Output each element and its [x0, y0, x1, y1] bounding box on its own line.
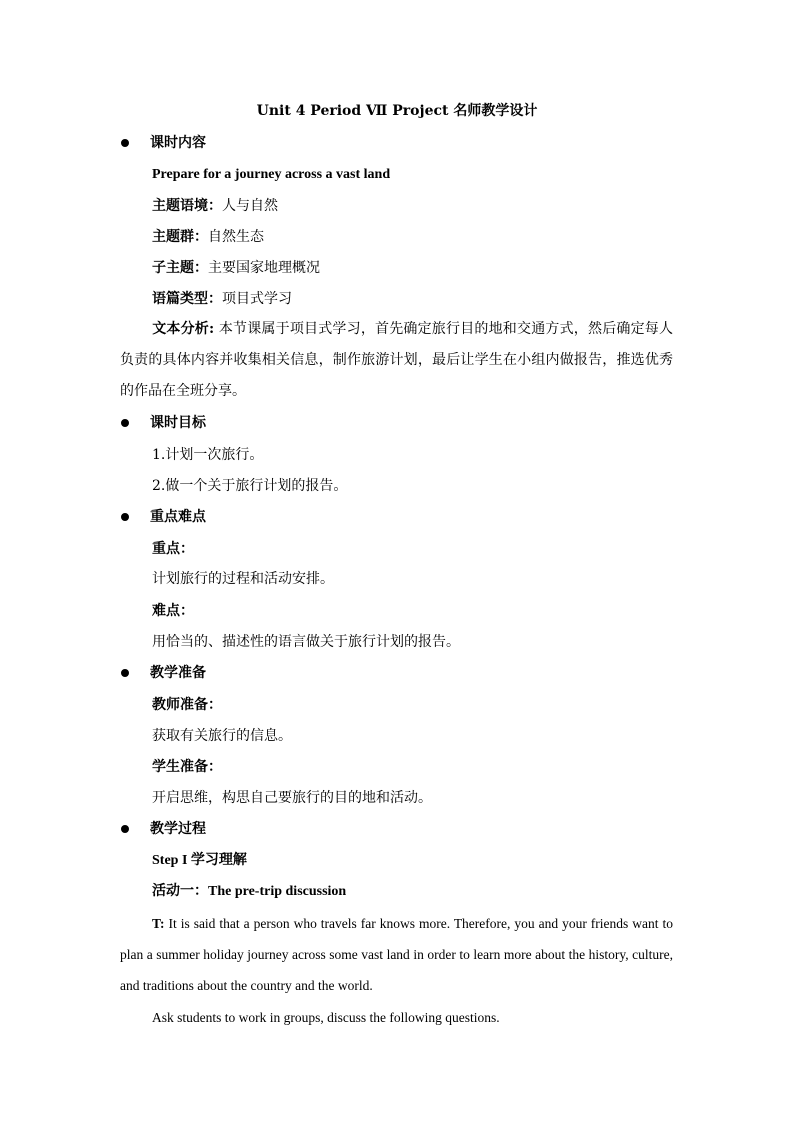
bullet-icon	[121, 513, 129, 521]
bullet-icon	[121, 419, 129, 427]
text-analysis-paragraph	[120, 314, 673, 407]
bullet-icon	[121, 825, 129, 833]
teacher-talk-label: T:	[152, 916, 165, 931]
teacher-prep-text: 获取有关旅行的信息。	[152, 728, 292, 744]
section-heading-lesson-content: 课时内容	[150, 135, 206, 151]
section-heading-goals: 课时目标	[150, 415, 206, 431]
difficult-point-text: 用恰当的、描述性的语言做关于旅行计划的报告。	[152, 634, 460, 650]
page-title: Unit 4 Period Ⅶ Project 名师教学设计	[256, 103, 538, 119]
teacher-talk-paragraph	[120, 908, 673, 1001]
text-type-value: 项目式学习	[222, 291, 292, 307]
theme-context-label: 主题语境：	[152, 198, 222, 214]
theme-group-value: 自然生态	[208, 229, 264, 245]
difficult-point-label: 难点：	[152, 603, 194, 619]
teacher-talk-body: It is said that a person who travels far knows more. Therefore, you and your friends want to plan a summer holiday journey across some vast land in order to learn more about the history, culture, and traditions about the country and the world.	[120, 916, 673, 993]
lesson-subtitle: Prepare for a journey across a vast land	[152, 167, 391, 182]
goal-item-2: 2.做一个关于旅行计划的报告。	[152, 478, 348, 494]
section-heading-preparation: 教学准备	[150, 665, 206, 681]
teacher-prep-label: 教师准备：	[152, 697, 222, 713]
subtheme-row	[152, 259, 320, 277]
key-point-text: 计划旅行的过程和活动安排。	[152, 571, 334, 587]
text-type-label: 语篇类型：	[152, 291, 222, 307]
subtheme-label: 子主题：	[152, 260, 208, 276]
theme-context-value: 人与自然	[222, 198, 278, 214]
step-heading: Step I 学习理解	[152, 853, 247, 868]
theme-group-row	[152, 228, 264, 246]
section-heading-process: 教学过程	[150, 821, 206, 837]
instruction-text: Ask students to work in groups, discuss the following questions.	[152, 1010, 500, 1025]
subtheme-value: 主要国家地理概况	[208, 260, 320, 276]
bullet-icon	[121, 139, 129, 147]
section-heading-key-difficult: 重点难点	[150, 509, 206, 525]
theme-context-row	[152, 197, 278, 215]
activity-heading: 活动一：The pre-trip discussion	[152, 884, 347, 899]
student-prep-text: 开启思维，构思自己要旅行的目的地和活动。	[152, 790, 432, 806]
text-analysis-label: 文本分析:	[152, 321, 215, 337]
text-type-row	[152, 290, 292, 308]
text-analysis-body: 本节课属于项目式学习，首先确定旅行目的地和交通方式，然后确定每人负责的具体内容并收集相关信息，制作旅游计划，最后让学生在小组内做报告，推选优秀的作品在全班分享。	[120, 321, 673, 399]
bullet-icon	[121, 669, 129, 677]
theme-group-label: 主题群：	[152, 229, 208, 245]
student-prep-label: 学生准备：	[152, 759, 222, 775]
goal-item-1: 1.计划一次旅行。	[152, 447, 264, 463]
key-point-label: 重点：	[152, 541, 194, 557]
